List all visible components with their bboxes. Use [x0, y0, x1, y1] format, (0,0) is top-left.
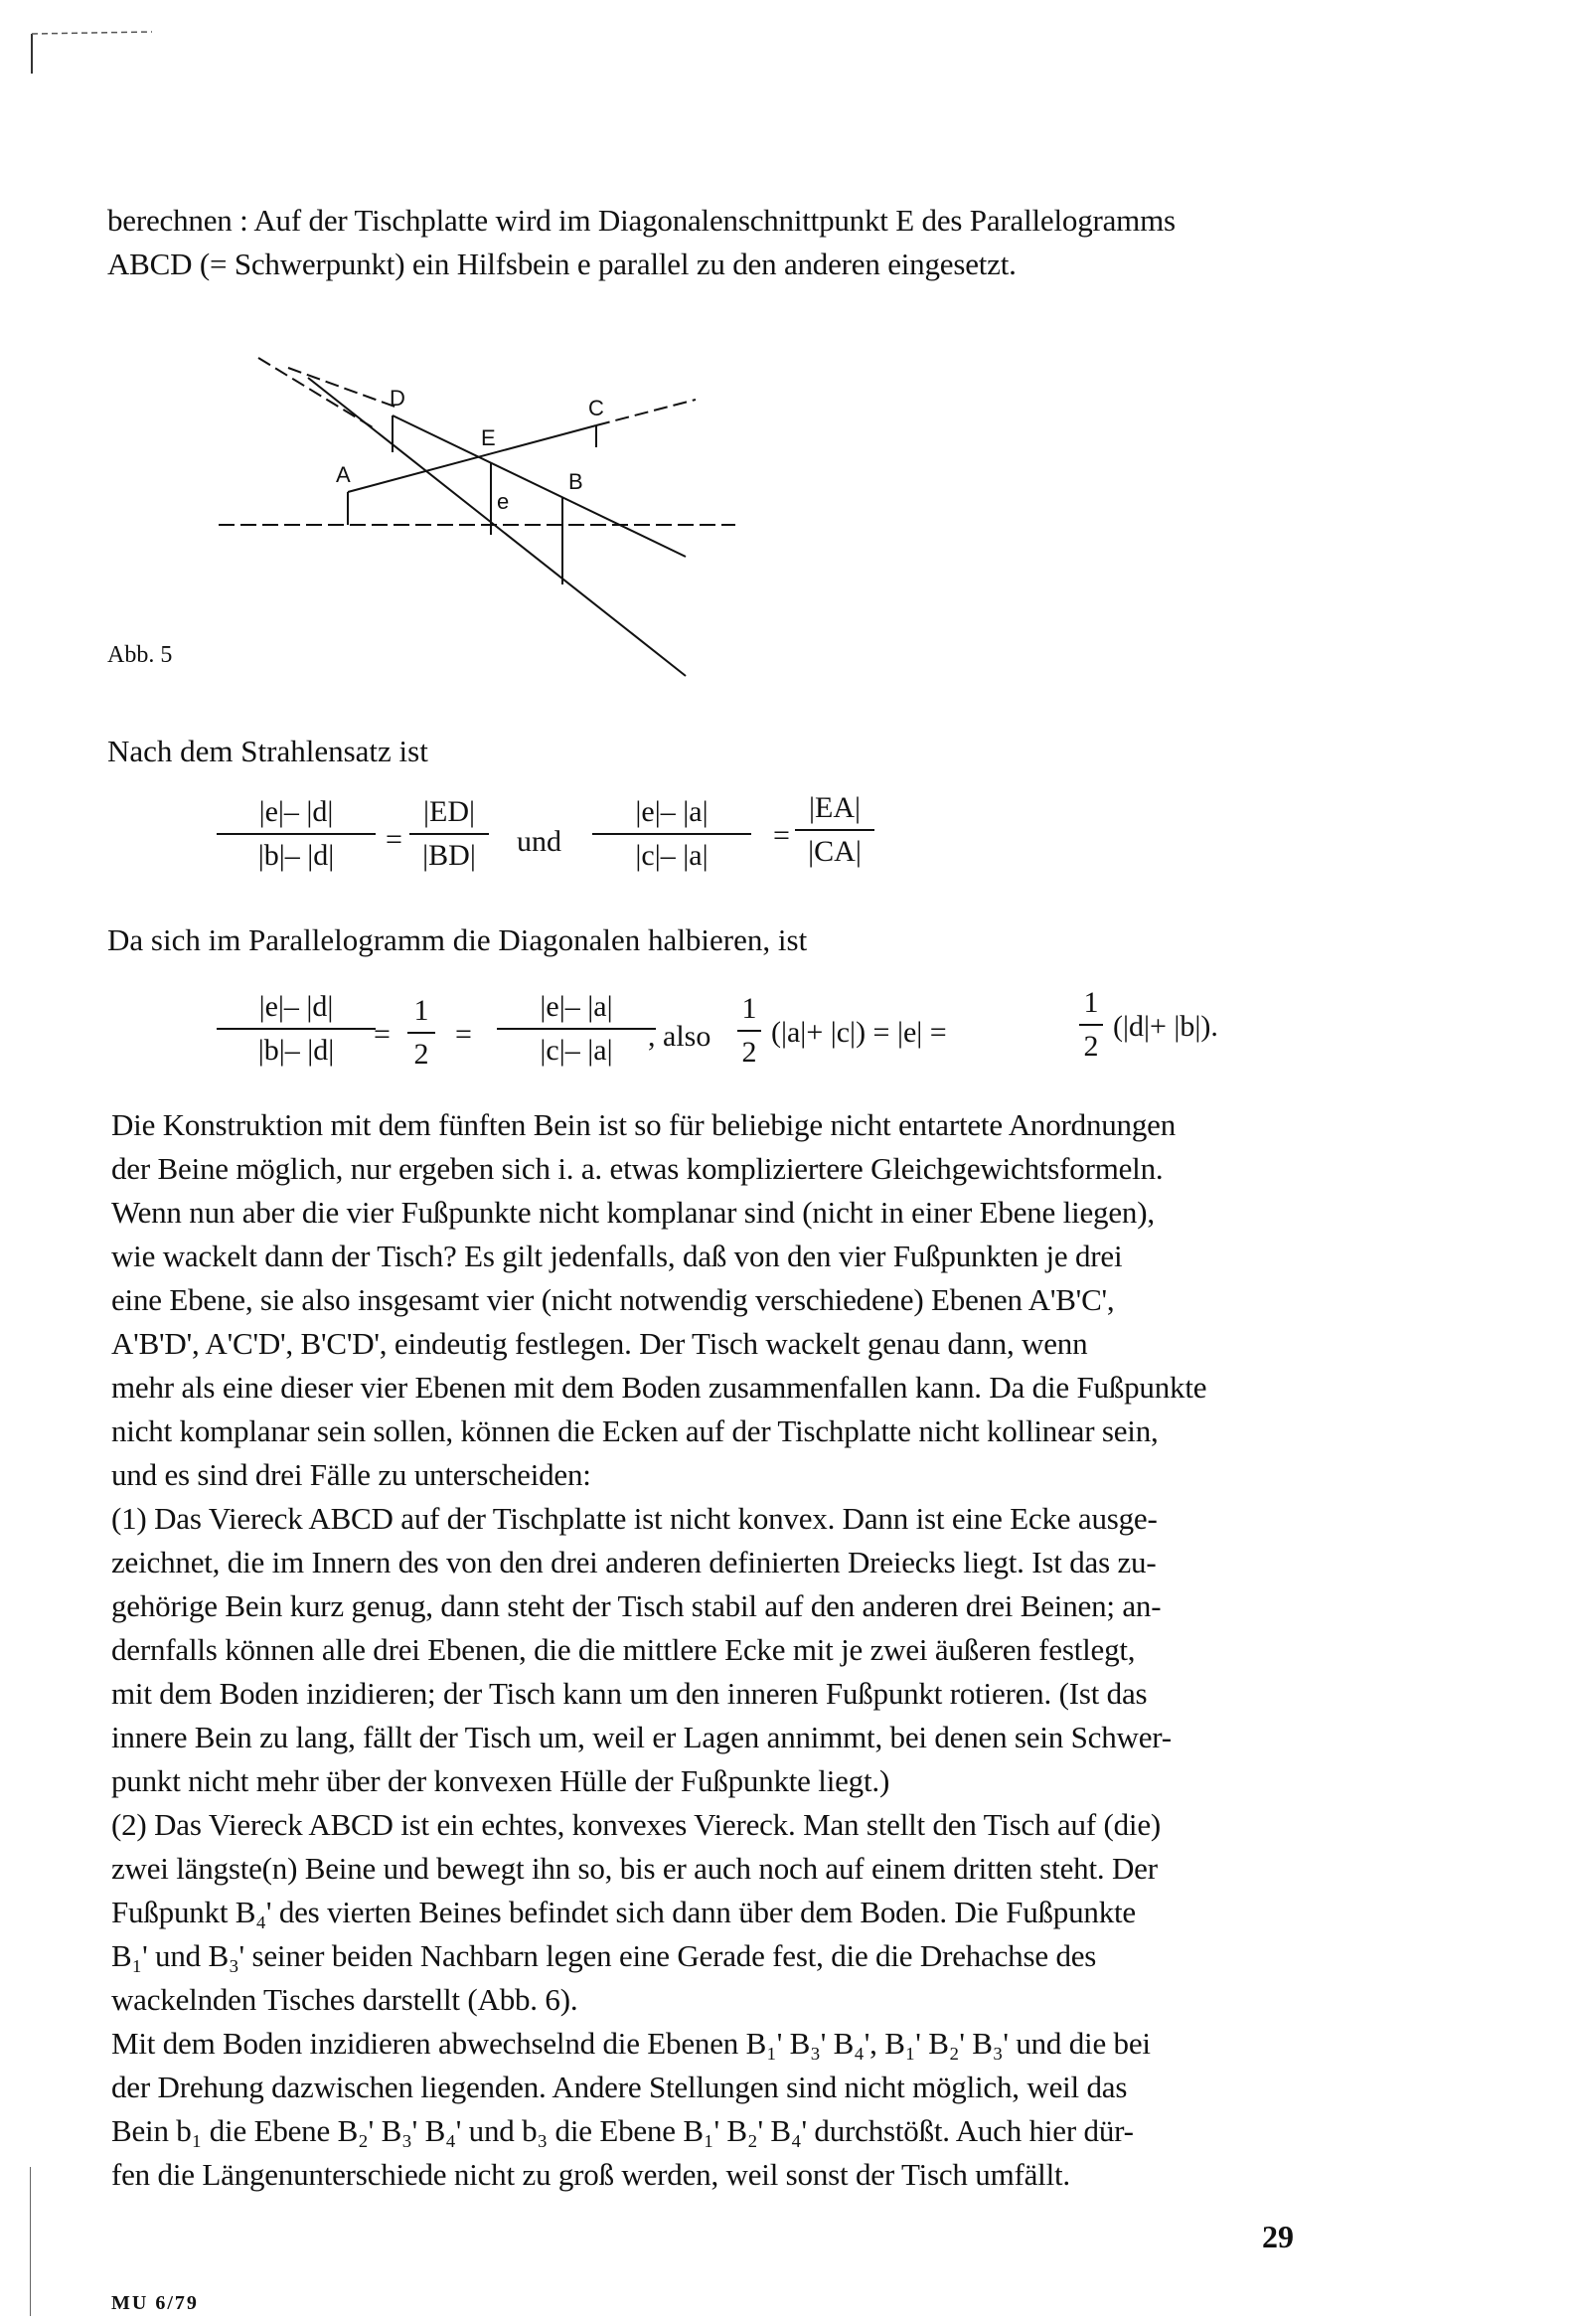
body-line: dernfalls können alle drei Ebenen, die die mittlere Ecke mit je zwei äußeren festlegt, [111, 1632, 1136, 1667]
body-line: der Beine möglich, nur ergeben sich i. a. etwas kompliziertere Gleichgewichtsformeln. [111, 1151, 1164, 1186]
body-line: eine Ebene, sie also insgesamt vier (nicht notwendig verschiedene) Ebenen A'B'C', [111, 1282, 1115, 1317]
body-line: punkt nicht mehr über der konvexen Hülle der Fußpunkte liegt.) [111, 1763, 890, 1798]
page-number: 29 [1262, 2219, 1294, 2254]
intro-line-1: berechnen : Auf der Tischplatte wird im Diagonalenschnittpunkt E des Parallelogramms [107, 203, 1176, 238]
body-line: innere Bein zu lang, fällt der Tisch um, weil er Lagen annimmt, bei denen sein Schwer- [111, 1720, 1172, 1754]
body-line: und es sind drei Fälle zu unterscheiden: [111, 1457, 591, 1492]
strahlensatz-lead: Nach dem Strahlensatz ist [107, 734, 428, 768]
fraction-numerator: 1 [741, 992, 757, 1025]
expression-middle: (|a|+ |c|) = |e| = [771, 1016, 947, 1049]
label-a: A [336, 462, 351, 487]
fraction-ed-over-bd [409, 795, 489, 873]
fraction-e-d-over-b-d-2 [217, 990, 376, 1068]
fraction-numerator: 1 [413, 994, 429, 1027]
figure-ray [596, 400, 696, 425]
figure-diagonal-ac [348, 425, 596, 492]
fraction-bar [497, 1028, 656, 1030]
fraction-e-a-over-c-a-2 [497, 990, 656, 1068]
body-line: wackelnden Tisches darstellt (Abb. 6). [111, 1982, 578, 2017]
footer-mark: MU 6/79 [111, 2292, 199, 2314]
label-e-point: E [481, 425, 496, 450]
fraction-numerator: |e|– |d| [258, 795, 334, 828]
body-line: nicht komplanar sein sollen, können die Ecken auf der Tischplatte nicht kollinear sein, [111, 1413, 1159, 1448]
fraction-e-d-over-b-d [217, 795, 376, 873]
fraction-denominator: 2 [741, 1036, 757, 1069]
body-line: Mit dem Boden inzidieren abwechselnd die Ebenen B₁' B₃' B₄', B₁' B₂' B₃' und die bei [111, 2026, 1151, 2061]
fraction-numerator: |e|– |a| [635, 795, 709, 828]
label-e-leg: e [497, 489, 510, 514]
corner-crop-mark [28, 28, 157, 78]
fraction-denominator: |c|– |a| [540, 1034, 613, 1067]
body-line: Die Konstruktion mit dem fünften Bein ist so für beliebige nicht entartete Anordnungen [111, 1107, 1177, 1142]
figure-ray [288, 368, 397, 408]
expression-end: (|d|+ |b|). [1113, 1010, 1218, 1043]
body-line: (1) Das Viereck ABCD auf der Tischplatte ist nicht konvex. Dann ist eine Ecke ausge- [111, 1501, 1158, 1536]
body-line: mit dem Boden inzidieren; der Tisch kann um den inneren Fußpunkt rotieren. (Ist das [111, 1676, 1148, 1711]
fraction-e-a-over-c-a [592, 795, 751, 873]
fraction-numerator: |e|– |d| [258, 990, 334, 1023]
fraction-numerator: 1 [1083, 986, 1099, 1019]
fraction-one-half-2 [737, 992, 761, 1070]
equals-sign: = [773, 819, 790, 852]
fraction-one-half-3 [1079, 986, 1103, 1064]
body-line: zeichnet, die im Innern des von den drei anderen definierten Dreiecks liegt. Ist das zu- [111, 1545, 1157, 1579]
body-line: Fußpunkt B₄' des vierten Beines befindet sich dann über dem Boden. Die Fußpunkte [111, 1895, 1136, 1929]
fraction-denominator: |b|– |d| [257, 839, 335, 872]
figure-long-line [308, 378, 686, 676]
fraction-denominator: |c|– |a| [635, 839, 709, 872]
fraction-bar [409, 833, 489, 835]
body-line: Wenn nun aber die vier Fußpunkte nicht komplanar sind (nicht in einer Ebene liegen), [111, 1195, 1155, 1230]
also-word: , also [648, 1020, 711, 1053]
label-d: D [390, 386, 405, 411]
body-line: gehörige Bein kurz genug, dann steht der Tisch stabil auf den anderen drei Beinen; an- [111, 1588, 1162, 1623]
body-line: zwei längste(n) Beine und bewegt ihn so, bis er auch noch auf einem dritten steht. Der [111, 1851, 1158, 1886]
body-line: (2) Das Viereck ABCD ist ein echtes, konvexes Viereck. Man stellt den Tisch auf (die) [111, 1807, 1162, 1842]
fraction-denominator: 2 [413, 1038, 429, 1071]
fraction-denominator: |b|– |d| [257, 1034, 335, 1067]
fraction-denominator: 2 [1083, 1030, 1099, 1063]
fraction-denominator: |BD| [422, 839, 476, 872]
fraction-ea-over-ca [795, 791, 874, 869]
fraction-bar [795, 829, 874, 831]
fraction-numerator: |ED| [422, 795, 475, 828]
fraction-denominator: |CA| [808, 835, 862, 868]
main-body-text [111, 1103, 1324, 2197]
body-line: B₁' und B₃' seiner beiden Nachbarn legen eine Gerade fest, die die Drehachse des [111, 1938, 1097, 1973]
body-line: der Drehung dazwischen liegenden. Andere Stellungen sind nicht möglich, weil das [111, 2070, 1128, 2104]
halbieren-lead: Da sich im Parallelogramm die Diagonalen halbieren, ist [107, 922, 808, 957]
figure-abb5 [199, 348, 755, 686]
fraction-numerator: |e|– |a| [540, 990, 613, 1023]
body-line: fen die Längenunterschiede nicht zu groß werden, weil sonst der Tisch umfällt. [111, 2157, 1070, 2192]
label-b: B [568, 469, 583, 494]
und-word: und [517, 825, 561, 858]
label-c: C [588, 396, 604, 420]
fraction-bar [407, 1032, 435, 1034]
body-line: mehr als eine dieser vier Ebenen mit dem Boden zusammenfallen kann. Da die Fußpunkte [111, 1370, 1207, 1405]
fraction-numerator: |EA| [808, 791, 861, 824]
figure-diagonal-db [393, 415, 686, 557]
body-line: Bein b₁ die Ebene B₂' B₃' B₄' und b₃ die Ebene B₁' B₂' B₄' durchstößt. Auch hier dür- [111, 2113, 1134, 2148]
equals-sign: = [455, 1018, 472, 1051]
fraction-bar [1079, 1024, 1103, 1026]
fraction-bar [217, 833, 376, 835]
fraction-one-half [407, 994, 435, 1072]
figure-caption: Abb. 5 [107, 642, 173, 668]
margin-rule [30, 2167, 31, 2316]
intro-paragraph [107, 199, 1320, 286]
body-line: A'B'D', A'C'D', B'C'D', eindeutig festlegen. Der Tisch wackelt genau dann, wenn [111, 1326, 1088, 1361]
equals-sign: = [374, 1018, 391, 1051]
equals-sign: = [386, 823, 402, 856]
body-line: wie wackelt dann der Tisch? Es gilt jedenfalls, daß von den vier Fußpunkten je drei [111, 1239, 1123, 1273]
fraction-bar [217, 1028, 376, 1030]
fraction-bar [737, 1030, 761, 1032]
fraction-bar [592, 833, 751, 835]
intro-line-2: ABCD (= Schwerpunkt) ein Hilfsbein e parallel zu den anderen eingesetzt. [107, 247, 1017, 281]
